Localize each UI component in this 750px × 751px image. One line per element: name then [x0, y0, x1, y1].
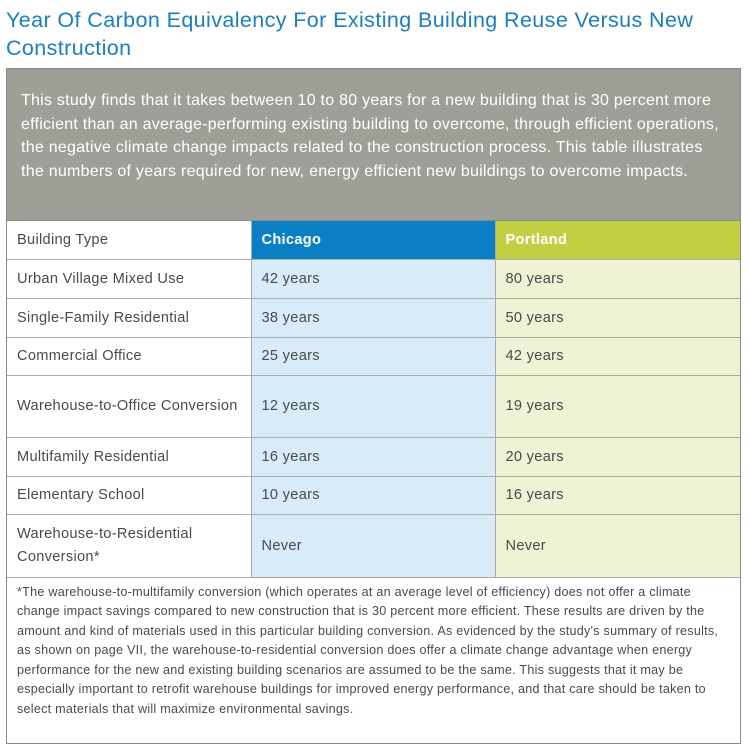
chicago-cell: 42 years: [251, 259, 495, 298]
chicago-cell: Never: [251, 514, 495, 577]
portland-cell: 19 years: [495, 375, 740, 437]
carbon-equivalency-table-box: [6, 68, 741, 744]
chicago-cell: 38 years: [251, 298, 495, 337]
table-header-row: [7, 221, 740, 259]
header-building-type: Building Type: [7, 221, 251, 259]
page-title: Year Of Carbon Equivalency For Existing Building Reuse Versus New Construction: [6, 8, 694, 60]
chicago-cell: 10 years: [251, 476, 495, 514]
portland-cell: 16 years: [495, 476, 740, 514]
chicago-cell: 16 years: [251, 437, 495, 476]
table-row: [7, 514, 740, 577]
portland-cell: Never: [495, 514, 740, 577]
building-type-cell: Warehouse-to-Residential Conversion*: [7, 514, 251, 577]
chicago-cell: 25 years: [251, 337, 495, 375]
footnote: *The warehouse-to-multifamily conversion (which operates at an average level of efficiency) does not offer a climate change impact savings compared to new construction that is 30 percent more efficient. These results are driven by the amount and kind of materials used in this particular building conversion. As evidenced by the study's summary of results, as shown on page VII, the warehouse-to-residential conversion does offer a climate change advantage when energy performance for the new and existing building scenarios are assumed to be the same. This suggests that it may be especially important to retrofit warehouse buildings for improved energy performance, and that care should be taken to select materials that will maximize environmental savings.: [17, 584, 719, 716]
building-type-cell: Multifamily Residential: [7, 437, 251, 476]
intro-paragraph: This study finds that it takes between 10 to 80 years for a new building that is 30 percent more efficient than an average-performing existing building to overcome, through efficient operations, the negative climate change impacts related to the construction process. This table illustrates the numbers of years required for new, energy efficient new buildings to overcome impacts.: [7, 69, 740, 221]
table-row: [7, 437, 740, 476]
header-portland: Portland: [495, 221, 740, 259]
chicago-cell: 12 years: [251, 375, 495, 437]
building-type-cell: Urban Village Mixed Use: [7, 259, 251, 298]
years-table: [7, 221, 740, 578]
table-row: [7, 259, 740, 298]
portland-cell: 42 years: [495, 337, 740, 375]
building-type-cell: Elementary School: [7, 476, 251, 514]
table-row: [7, 375, 740, 437]
portland-cell: 80 years: [495, 259, 740, 298]
table-row: [7, 337, 740, 375]
portland-cell: 20 years: [495, 437, 740, 476]
header-chicago: Chicago: [251, 221, 495, 259]
portland-cell: 50 years: [495, 298, 740, 337]
table-row: [7, 298, 740, 337]
building-type-cell: Warehouse-to-Office Conversion: [7, 375, 251, 437]
table-row: [7, 476, 740, 514]
building-type-cell: Single-Family Residential: [7, 298, 251, 337]
building-type-cell: Commercial Office: [7, 337, 251, 375]
